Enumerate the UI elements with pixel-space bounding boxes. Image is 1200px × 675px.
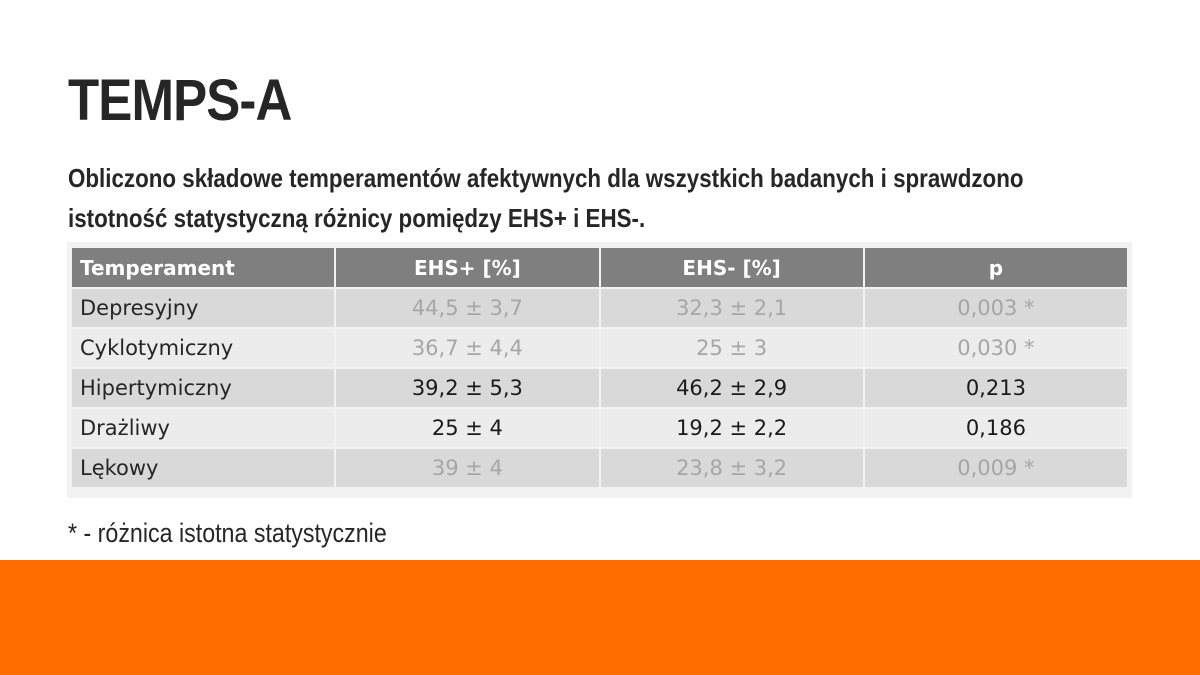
ehs-minus-value: 32,3 ± 2,1 bbox=[601, 289, 863, 327]
results-table bbox=[70, 246, 1129, 489]
subtitle-line-2: istotność statystyczną różnicy pomiędzy EHS+ i EHS-. bbox=[68, 203, 646, 233]
ehs-plus-value: 44,5 ± 3,7 bbox=[336, 289, 598, 327]
p-value: 0,186 bbox=[865, 409, 1127, 447]
header-ehs-plus: EHS+ [%] bbox=[336, 248, 598, 287]
ehs-minus-value: 19,2 ± 2,2 bbox=[601, 409, 863, 447]
temperament-name: Cyklotymiczny bbox=[72, 329, 334, 367]
ehs-minus-value: 46,2 ± 2,9 bbox=[601, 369, 863, 407]
results-table-container bbox=[67, 242, 1132, 498]
subtitle-line-1: Obliczono składowe temperamentów afektywnych dla wszystkich badanych i sprawdzono bbox=[68, 163, 1024, 193]
ehs-plus-value: 39,2 ± 5,3 bbox=[336, 369, 598, 407]
table-row bbox=[72, 289, 1127, 327]
ehs-plus-value: 39 ± 4 bbox=[336, 449, 598, 487]
header-temperament: Temperament bbox=[72, 248, 334, 287]
p-value: 0,213 bbox=[865, 369, 1127, 407]
ehs-minus-value: 23,8 ± 3,2 bbox=[601, 449, 863, 487]
table-row bbox=[72, 409, 1127, 447]
page-title: TEMPS-A bbox=[68, 68, 292, 133]
table-row bbox=[72, 329, 1127, 367]
p-value: 0,030 * bbox=[865, 329, 1127, 367]
footer-accent-bar bbox=[0, 560, 1200, 675]
p-value: 0,009 * bbox=[865, 449, 1127, 487]
ehs-plus-value: 25 ± 4 bbox=[336, 409, 598, 447]
ehs-plus-value: 36,7 ± 4,4 bbox=[336, 329, 598, 367]
temperament-name: Hipertymiczny bbox=[72, 369, 334, 407]
table-header-row bbox=[72, 248, 1127, 287]
table-row bbox=[72, 369, 1127, 407]
header-ehs-minus: EHS- [%] bbox=[601, 248, 863, 287]
footnote: * - różnica istotna statystycznie bbox=[68, 518, 387, 548]
temperament-name: Lękowy bbox=[72, 449, 334, 487]
header-p: p bbox=[865, 248, 1127, 287]
temperament-name: Drażliwy bbox=[72, 409, 334, 447]
p-value: 0,003 * bbox=[865, 289, 1127, 327]
subtitle bbox=[68, 158, 1100, 238]
temperament-name: Depresyjny bbox=[72, 289, 334, 327]
table-row bbox=[72, 449, 1127, 487]
ehs-minus-value: 25 ± 3 bbox=[601, 329, 863, 367]
